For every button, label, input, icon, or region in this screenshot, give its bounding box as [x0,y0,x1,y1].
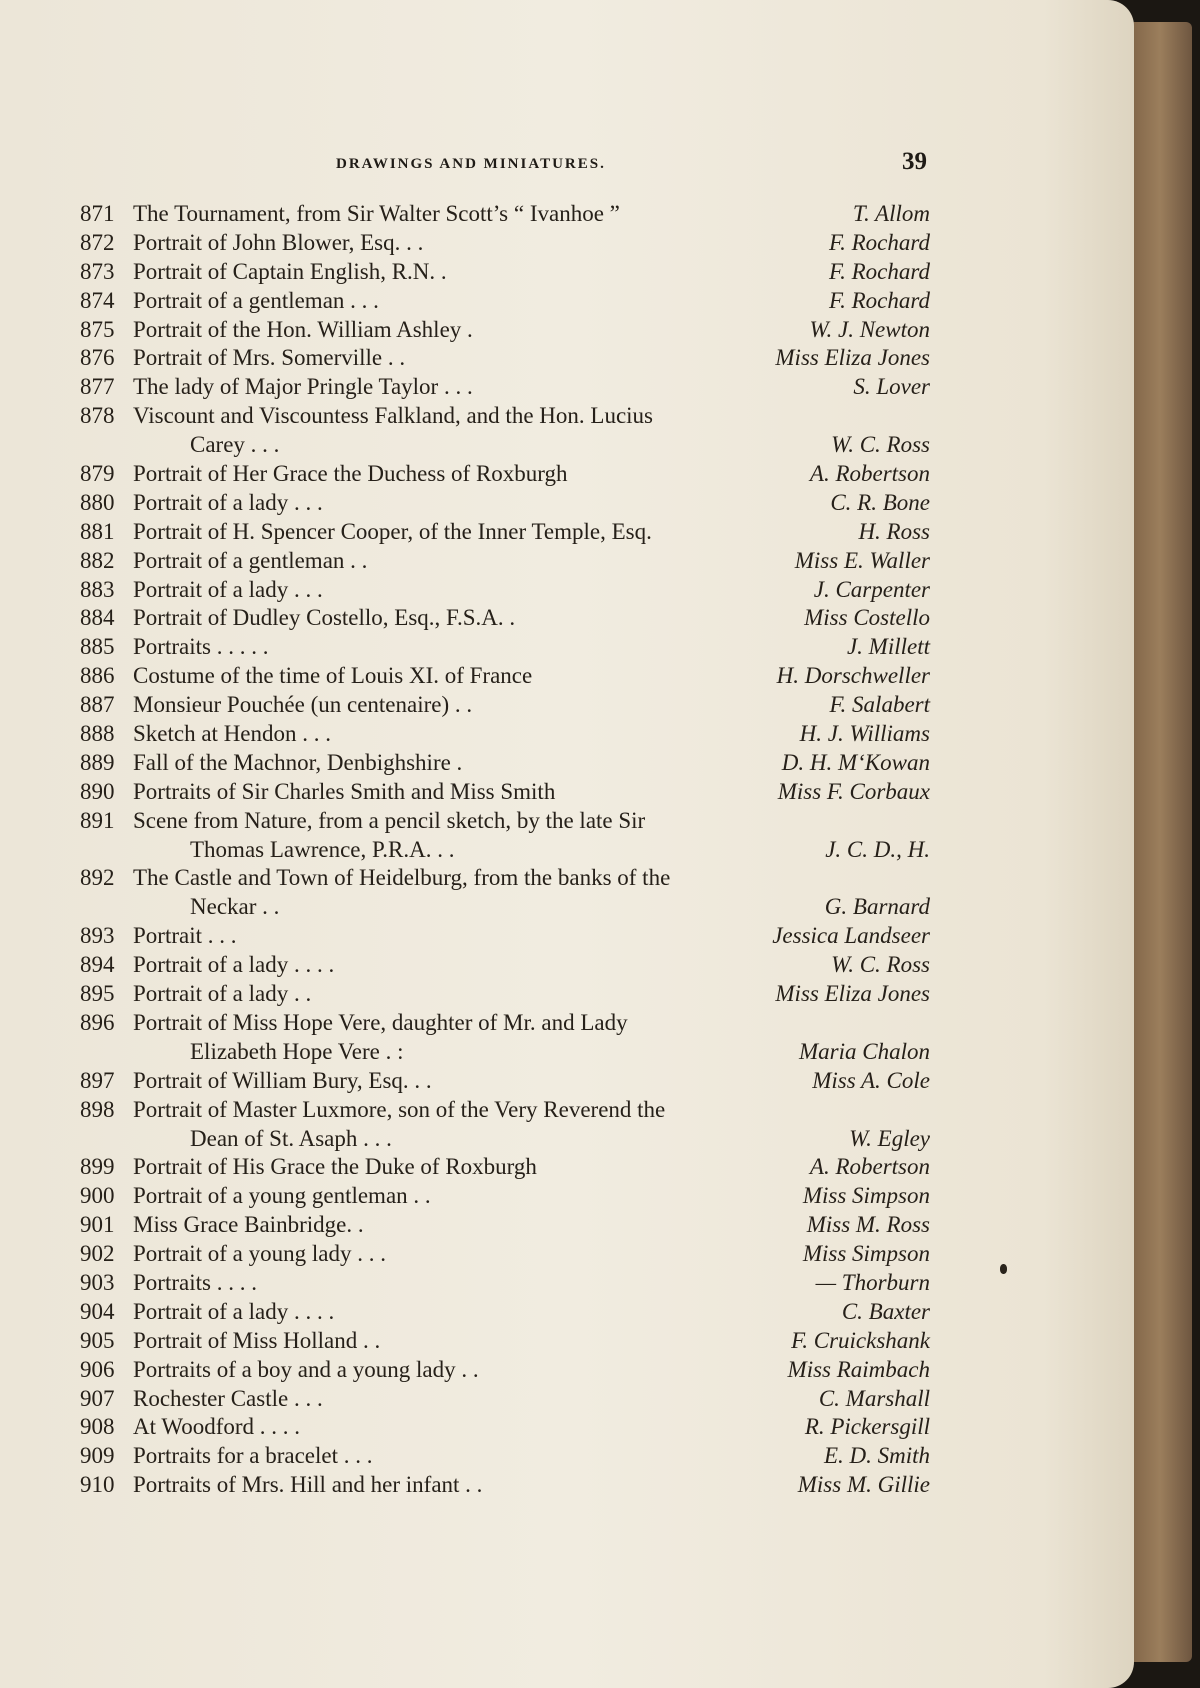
page-header [0,148,1134,182]
entry-number: 894 [80,952,115,978]
entry-line [80,1442,930,1471]
entry-line [80,1327,930,1356]
entry-number: 900 [80,1183,115,1209]
entry-number: 899 [80,1154,115,1180]
catalogue-entry [80,691,930,720]
entry-line [80,460,930,489]
catalogue-entry [80,344,930,373]
entry-artist: W. C. Ross [831,432,930,458]
entry-number: 907 [80,1385,115,1411]
catalogue-entry [80,576,930,605]
entry-artist: W. C. Ross [831,952,930,978]
entry-line [80,489,930,518]
entry-title: Viscount and Viscountess Falkland, and the Hon. Lucius [133,403,653,429]
entry-artist: Miss F. Corbaux [777,778,930,804]
catalogue-entry [80,402,930,460]
entry-title: Portrait of William Bury, Esq. . . [133,1067,432,1093]
entry-number: 881 [80,518,115,544]
entry-number: 903 [80,1269,115,1295]
entry-artist: Miss A. Cole [812,1067,930,1093]
entry-number: 897 [80,1067,115,1093]
entry-line [80,547,930,576]
entry-artist: Miss M. Gillie [797,1472,930,1498]
catalogue-entry [80,287,930,316]
entry-title: Portraits . . . . . [133,634,269,660]
entry-artist: Miss Raimbach [787,1356,930,1382]
entry-title: Portraits of a boy and a young lady . . [133,1356,479,1382]
catalogue-entry [80,1182,930,1211]
entry-title: Miss Grace Bainbridge. . [133,1212,364,1238]
entry-number: 893 [80,923,115,949]
entry-line [80,1153,930,1182]
entry-number: 910 [80,1472,115,1498]
entry-artist: Jessica Landseer [772,923,930,949]
entry-number: 888 [80,721,115,747]
entry-title: Portrait of a lady . . . [133,576,323,602]
entry-number: 872 [80,229,115,255]
entry-number: 884 [80,605,115,631]
entry-line [80,316,930,345]
catalogue-entry [80,1298,930,1327]
entry-title: Portrait of a young lady . . . [133,1241,386,1267]
catalogue-entry [80,1385,930,1414]
entry-number: 882 [80,547,115,573]
entry-artist: C. R. Bone [830,489,930,515]
catalogue-entry [80,807,930,865]
catalogue-entry [80,460,930,489]
entry-line [80,1385,930,1414]
entry-title: Portrait of the Hon. William Ashley . [133,316,473,342]
entry-line [80,1471,930,1500]
entry-number: 886 [80,663,115,689]
catalogue-entry [80,1356,930,1385]
catalogue-entry [80,316,930,345]
entry-line [80,431,930,460]
entry-number: 877 [80,374,115,400]
catalogue-entry [80,1009,930,1067]
catalogue-entry [80,1096,930,1154]
entry-line [80,864,930,893]
catalogue-entry [80,951,930,980]
entry-title: Portrait of a lady . . . . [133,1298,335,1324]
entry-title: At Woodford . . . . [133,1414,301,1440]
entry-line [80,1009,930,1038]
entry-artist: A. Robertson [809,461,930,487]
entry-number: 876 [80,345,115,371]
entry-number: 895 [80,981,115,1007]
entry-title: Portrait . . . [133,923,237,949]
entry-line [80,922,930,951]
entry-artist: A. Robertson [809,1154,930,1180]
entry-title: The lady of Major Pringle Taylor . . . [133,374,473,400]
entry-line [80,951,930,980]
entry-number: 905 [80,1327,115,1353]
entry-number: 880 [80,489,115,515]
entry-artist: J. Millett [846,634,930,660]
entry-line [80,200,930,229]
entry-title: The Tournament, from Sir Walter Scott’s “ Ivanhoe ” [133,201,620,226]
entry-number: 898 [80,1096,115,1122]
catalogue-entry [80,922,930,951]
entry-line [80,836,930,865]
entry-title: Carey . . . [190,432,280,458]
catalogue-entry [80,633,930,662]
entry-artist: Miss Simpson [802,1241,930,1267]
catalogue-entry [80,1327,930,1356]
entry-number: 891 [80,807,115,833]
entry-number: 887 [80,692,115,718]
entry-line [80,373,930,402]
entry-artist: F. Salabert [829,692,930,718]
entry-number: 871 [80,201,115,226]
entry-artist: F. Rochard [829,229,930,255]
entry-line [80,1125,930,1154]
entry-number: 908 [80,1414,115,1440]
entry-number: 883 [80,576,115,602]
entry-title: Portraits of Sir Charles Smith and Miss Smith [133,778,556,804]
entry-line [80,1269,930,1298]
entry-title: Portrait of Captain English, R.N. . [133,258,447,284]
entry-title: Portrait of Her Grace the Duchess of Roxburgh [133,461,568,487]
entry-title: Elizabeth Hope Vere . : [190,1038,404,1064]
entry-number: 875 [80,316,115,342]
entry-artist: J. C. D., H. [825,836,930,862]
entry-line [80,691,930,720]
entry-artist: Maria Chalon [799,1038,930,1064]
catalogue-entry [80,518,930,547]
entry-title: Portrait of John Blower, Esq. . . [133,229,424,255]
entry-title: Rochester Castle . . . [133,1385,323,1411]
catalogue-entries [80,200,930,1500]
entry-number: 885 [80,634,115,660]
ink-speck [1000,1264,1007,1274]
entry-line [80,980,930,1009]
entry-title: The Castle and Town of Heidelburg, from the banks of the [133,865,671,891]
entry-line [80,576,930,605]
entry-number: 901 [80,1212,115,1238]
entry-title: Portraits . . . . [133,1269,257,1295]
entry-artist: H. J. Williams [799,721,930,747]
catalogue-entry [80,373,930,402]
entry-artist: T. Allom [852,201,930,226]
entry-line [80,1038,930,1067]
entry-artist: H. Ross [858,518,930,544]
entry-artist: Miss E. Waller [794,547,930,573]
entry-title: Neckar . . [190,894,280,920]
running-title: DRAWINGS AND MINIATURES. [336,156,606,172]
entry-title: Fall of the Machnor, Denbighshire . [133,749,463,775]
catalogue-entry [80,547,930,576]
catalogue-entry [80,489,930,518]
entry-number: 890 [80,778,115,804]
catalogue-entry [80,749,930,778]
entry-line [80,518,930,547]
entry-title: Costume of the time of Louis XI. of France [133,663,533,689]
entry-title: Monsieur Pouchée (un centenaire) . . [133,692,473,718]
entry-number: 878 [80,403,115,429]
entry-artist: W. Egley [849,1125,930,1151]
entry-title: Portrait of Mrs. Somerville . . [133,345,406,371]
entry-number: 909 [80,1443,115,1469]
entry-line [80,1067,930,1096]
entry-artist: J. Carpenter [813,576,930,602]
entry-artist: W. J. Newton [809,316,930,342]
entry-title: Portrait of a lady . . . . [133,952,335,978]
entry-title: Portrait of a young gentleman . . [133,1183,431,1209]
entry-artist: F. Rochard [829,258,930,284]
entry-title: Portraits of Mrs. Hill and her infant . . [133,1472,483,1498]
entry-title: Portrait of a gentleman . . . [133,287,379,313]
entry-line [80,287,930,316]
entry-title: Portrait of a lady . . . [133,489,323,515]
catalogue-entry [80,1211,930,1240]
entry-title: Portrait of H. Spencer Cooper, of the Inner Temple, Esq. [133,518,652,544]
catalogue-entry [80,1471,930,1500]
catalogue-entry [80,662,930,691]
entry-title: Portrait of Dudley Costello, Esq., F.S.A. . [133,605,516,631]
entry-title: Portrait of Miss Holland . . [133,1327,381,1353]
entry-line [80,1356,930,1385]
entry-artist: C. Marshall [818,1385,930,1411]
entry-artist: Miss M. Ross [806,1212,930,1238]
entry-line [80,778,930,807]
catalogue-entry [80,980,930,1009]
entry-artist: F. Cruickshank [791,1327,930,1353]
entry-number: 904 [80,1298,115,1324]
entry-line [80,807,930,836]
catalogue-entry [80,229,930,258]
catalogue-entry [80,778,930,807]
entry-artist: F. Rochard [829,287,930,313]
entry-title: Portrait of Miss Hope Vere, daughter of Mr. and Lady [133,1009,628,1035]
entry-artist: Miss Simpson [802,1183,930,1209]
entry-artist: R. Pickersgill [804,1414,930,1440]
entry-number: 874 [80,287,115,313]
entry-line [80,749,930,778]
entry-artist: Miss Eliza Jones [775,345,930,371]
entry-title: Portrait of His Grace the Duke of Roxburgh [133,1154,537,1180]
catalogue-entry [80,1240,930,1269]
entry-number: 906 [80,1356,115,1382]
entry-artist: Miss Eliza Jones [775,981,930,1007]
entry-line [80,1240,930,1269]
entry-title: Thomas Lawrence, P.R.A. . . [190,836,455,862]
entry-title: Dean of St. Asaph . . . [190,1125,392,1151]
entry-artist: C. Baxter [841,1298,930,1324]
entry-line [80,258,930,287]
entry-title: Portrait of a lady . . [133,981,312,1007]
entry-artist: H. Dorschweller [776,663,930,689]
catalogue-entry [80,720,930,749]
catalogue-entry [80,604,930,633]
entry-line [80,1096,930,1125]
entry-line [80,1413,930,1442]
entry-title: Scene from Nature, from a pencil sketch, by the late Sir [133,807,646,833]
entry-title: Sketch at Hendon . . . [133,721,332,747]
entry-number: 879 [80,461,115,487]
entry-line [80,344,930,373]
entry-line [80,720,930,749]
entry-number: 896 [80,1009,115,1035]
entry-line [80,604,930,633]
entry-number: 889 [80,749,115,775]
entry-line [80,402,930,431]
entry-artist: G. Barnard [824,894,930,920]
entry-title: Portrait of a gentleman . . [133,547,368,573]
entry-artist: E. D. Smith [823,1443,930,1469]
entry-line [80,893,930,922]
entry-title: Portrait of Master Luxmore, son of the Very Reverend the [133,1096,666,1122]
catalogue-entry [80,1442,930,1471]
catalogue-entry [80,258,930,287]
catalogue-entry [80,1153,930,1182]
entry-line [80,229,930,258]
catalogue-entry [80,1413,930,1442]
entry-line [80,662,930,691]
entry-artist: Miss Costello [804,605,930,631]
entry-number: 873 [80,258,115,284]
catalogue-entry [80,1067,930,1096]
entry-artist: S. Lover [853,374,930,400]
entry-line [80,1182,930,1211]
page-number: 39 [902,148,927,175]
entry-artist: D. H. M‘Kowan [781,749,930,775]
entry-line [80,1211,930,1240]
catalogue-entry [80,864,930,922]
catalogue-entry [80,1269,930,1298]
entry-line [80,633,930,662]
catalogue-entry [80,200,930,229]
entry-line [80,1298,930,1327]
entry-number: 892 [80,865,115,891]
entry-artist: — Thorburn [815,1269,930,1295]
entry-number: 902 [80,1241,115,1267]
entry-title: Portraits for a bracelet . . . [133,1443,373,1469]
